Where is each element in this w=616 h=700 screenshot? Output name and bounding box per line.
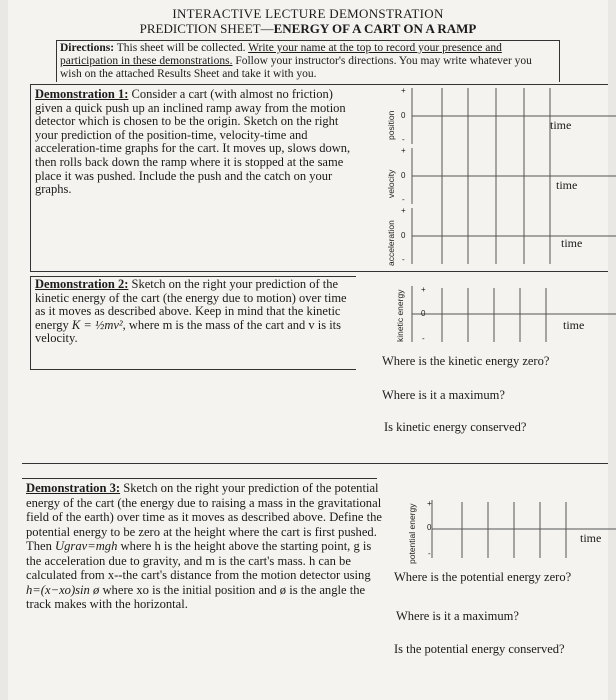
subtitle-prefix: PREDICTION SHEET—	[139, 21, 274, 36]
acceleration-axis-label: acceleration	[386, 220, 396, 266]
ke-plus: +	[421, 285, 426, 294]
directions-box	[56, 40, 560, 82]
demo2-body-2: , where m is the mass of the cart and v is its velocity.	[35, 317, 342, 346]
position-minus: -	[402, 135, 405, 144]
demo2-text	[35, 278, 355, 346]
demo3-inner-rule	[22, 478, 377, 479]
acceleration-time-label: time	[561, 236, 583, 250]
demo1-heading: Demonstration 1:	[35, 87, 129, 101]
demo2-body-1: Sketch on the right your prediction of the kinetic energy of the cart (the energy due to motion) over time as it moves as described above. Keep in mind that the kinetic energy	[35, 277, 347, 332]
height-formula: h=(x−xo)sin ø	[26, 582, 100, 597]
header-title: INTERACTIVE LECTURE DEMONSTRATION	[172, 6, 444, 21]
kinetic-energy-graph	[400, 282, 616, 348]
ke-question-zero: Where is the kinetic energy zero?	[382, 354, 550, 368]
position-time-label: time	[550, 118, 572, 132]
ke-question-conserved: Is kinetic energy conserved?	[384, 420, 527, 434]
demo3-body-3: where xo is the initial position and ø is the angle the track makes with the horizontal.	[26, 582, 366, 611]
potential-energy-graph	[420, 496, 616, 562]
directions-text-2: Follow your instructor's directions. You may write whatever you wish on the attached Results Sheet and take it with you.	[60, 55, 532, 80]
ke-formula: K = ½mv²	[71, 317, 123, 332]
acceleration-plus: +	[401, 206, 406, 215]
position-plus: +	[401, 86, 406, 95]
ke-time-label: time	[563, 318, 585, 332]
demo3-text	[26, 481, 382, 612]
velocity-time-label: time	[556, 178, 578, 192]
demo1-text	[35, 88, 353, 197]
subtitle-bold: ENERGY OF A CART ON A RAMP	[273, 21, 477, 36]
pe-zero: 0	[427, 523, 432, 532]
ke-question-max: Where is it a maximum?	[382, 388, 505, 402]
header-subtitle	[0, 21, 616, 37]
pe-question-zero: Where is the potential energy zero?	[394, 570, 572, 584]
pe-minus: -	[428, 549, 431, 558]
pe-time-label: time	[580, 531, 602, 545]
demo3-body-2: where h is the height above the starting point, g is the acceleration due to gravity, and m is the cart's mass. h can be calculated from x--the cart's distance from the motion detector using	[26, 539, 372, 582]
directions-text-underlined: Write your name at the top to record your presence and participation in these demonstrations.	[60, 42, 502, 67]
pe-formula: Ugrav=mgh	[55, 539, 118, 553]
pe-axis-label: potential energy	[407, 503, 417, 564]
pe-plus: +	[427, 499, 432, 508]
demo3-top-rule	[22, 463, 608, 464]
position-zero: 0	[401, 111, 406, 120]
demo1-body: Consider a cart (with almost no friction) given a quick push up an inclined ramp away from the motion detector which is chosen to be the origin. Sketch on the right your prediction of the position-time, velocity-time and acceleration-time graphs for the cart. It moves up, slows down, then rolls back down the ramp where it is stopped at the same place it was pushed. Include the push and the catch on your graphs.	[35, 87, 351, 197]
velocity-minus: -	[402, 195, 405, 204]
ke-minus: -	[422, 334, 425, 343]
pe-question-max: Where is it a maximum?	[396, 609, 519, 623]
acceleration-minus: -	[402, 255, 405, 264]
position-axis-label: position	[386, 110, 396, 140]
velocity-plus: +	[401, 146, 406, 155]
directions-label: Directions:	[60, 42, 115, 54]
ke-axis-label: kinetic energy	[395, 289, 405, 342]
demo3-body-1: Sketch on the right your prediction of the potential energy of the cart (the energy due to raising a mass in the gravitational field of the earth) over time as it moves as described above. Define the potential energy to be zero at the height where the cart is first pushed. Then	[26, 481, 382, 553]
demo3-heading: Demonstration 3:	[26, 481, 121, 495]
velocity-axis-label: velocity	[386, 169, 396, 198]
velocity-zero: 0	[401, 171, 406, 180]
pe-question-conserved: Is the potential energy conserved?	[394, 642, 565, 656]
directions-text-1: This sheet will be collected.	[114, 42, 249, 54]
acceleration-zero: 0	[401, 231, 406, 240]
demo2-heading: Demonstration 2:	[35, 277, 129, 291]
ke-zero: 0	[421, 309, 426, 318]
